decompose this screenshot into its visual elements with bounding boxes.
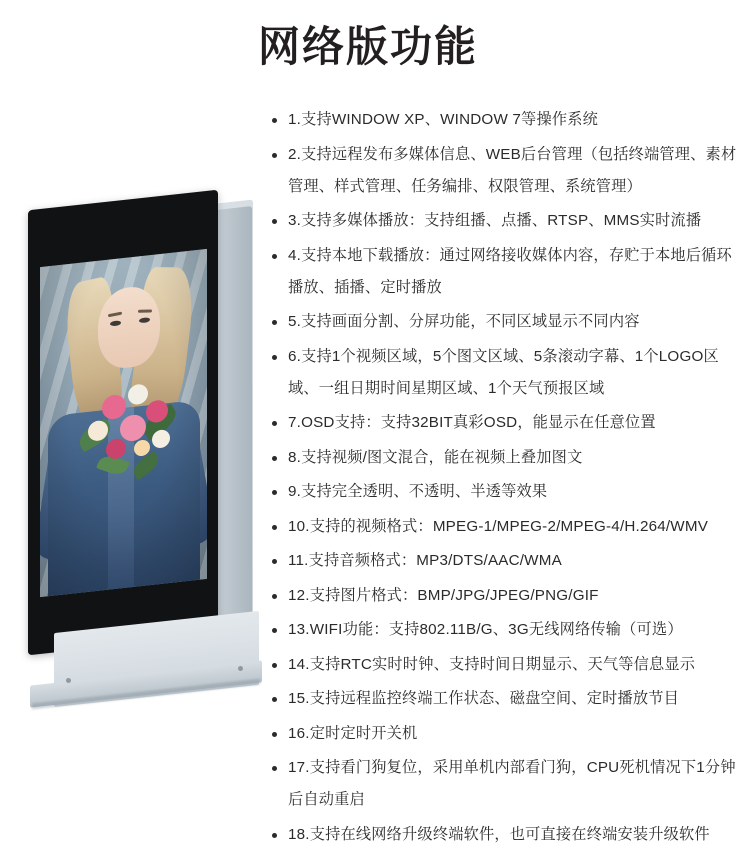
list-item: 12.支持图片格式：BMP/JPG/JPEG/PNG/GIF <box>272 580 740 612</box>
list-item: 14.支持RTC实时时钟、支持时间日期显示、天气等信息显示 <box>272 649 740 681</box>
list-item: 10.支持的视频格式：MPEG-1/MPEG-2/MPEG-4/H.264/WMV <box>272 511 740 543</box>
list-item: 1.支持WINDOW XP、WINDOW 7等操作系统 <box>272 104 740 136</box>
feature-list <box>272 104 740 853</box>
page-title: 网络版功能 <box>258 23 479 70</box>
list-item: 5.支持画面分割、分屏功能，不同区域显示不同内容 <box>272 306 740 338</box>
list-item: 7.OSD支持：支持32BIT真彩OSD，能显示在任意位置 <box>272 407 740 439</box>
list-item: 18.支持在线网络升级终端软件，也可直接在终端安装升级软件 <box>272 819 740 851</box>
list-item: 3.支持多媒体播放：支持组播、点播、RTSP、MMS实时流播 <box>272 205 740 237</box>
photo-vignette <box>40 249 207 597</box>
kiosk-screw <box>66 678 71 683</box>
list-item: 13.WIFI功能：支持802.11B/G、3G无线网络传输（可选） <box>272 614 740 646</box>
list-item: 17.支持看门狗复位，采用单机内部看门狗，CPU死机情况下1分钟后自动重启 <box>272 752 740 816</box>
list-item: 8.支持视频/图文混合，能在视频上叠加图文 <box>272 442 740 474</box>
kiosk-side-panel <box>216 206 252 660</box>
kiosk-illustration <box>8 186 258 716</box>
list-item: 4.支持本地下载播放：通过网络接收媒体内容，存贮于本地后循环播放、插播、定时播放 <box>272 240 740 304</box>
list-item: 16.定时定时开关机 <box>272 718 740 750</box>
kiosk-display-screen <box>40 249 207 597</box>
list-item: 2.支持远程发布多媒体信息、WEB后台管理（包括终端管理、素材管理、样式管理、任务编排、权限管理、系统管理） <box>272 139 740 203</box>
kiosk-screw <box>238 666 243 671</box>
list-item: 15.支持远程监控终端工作状态、磁盘空间、定时播放节目 <box>272 683 740 715</box>
screen-photo <box>40 249 207 597</box>
list-item: 6.支持1个视频区域，5个图文区域、5条滚动字幕、1个LOGO区域、一组日期时间星期区域、1个天气预报区域 <box>272 341 740 405</box>
list-item: 9.支持完全透明、不透明、半透等效果 <box>272 476 740 508</box>
list-item: 11.支持音频格式：MP3/DTS/AAC/WMA <box>272 545 740 577</box>
